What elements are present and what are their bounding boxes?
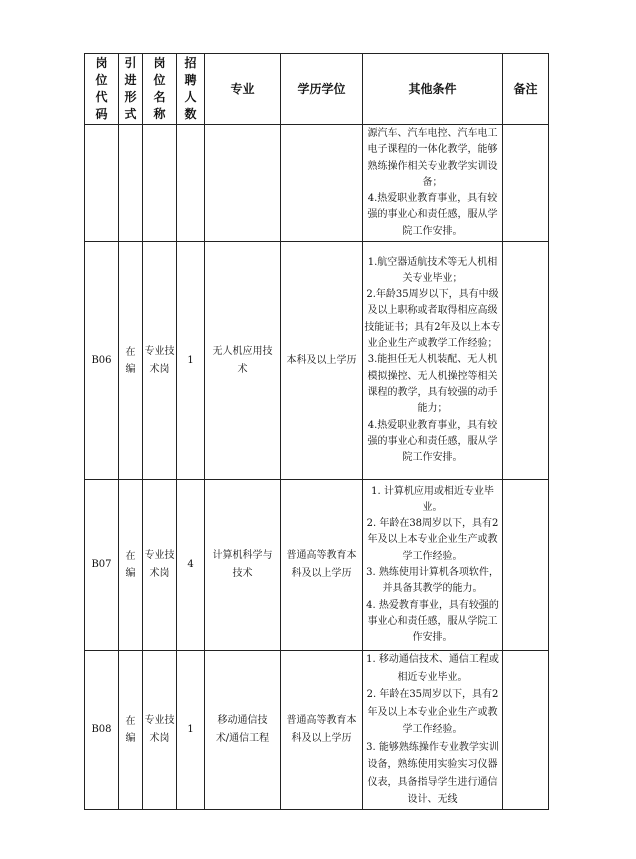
- cell-name: 专业技术岗: [143, 242, 177, 480]
- condition-line: 源汽车、汽车电控、汽车电工电子课程的一体化教学，能够熟练操作相关专业教学实训设备；: [367, 127, 498, 188]
- cell-edu: [281, 125, 363, 242]
- header-form: 引进形式: [119, 54, 143, 125]
- cell-form: [119, 125, 143, 242]
- condition-line: 1.航空器适航技术等无人机相关专业毕业；: [367, 256, 498, 284]
- cell-conditions: [363, 480, 503, 651]
- condition-line: 2. 年龄在38周岁以下，具有2年及以上本专业企业生产或教学工作经验。: [366, 518, 499, 562]
- cell-name: [143, 125, 177, 242]
- cell-edu: 普通高等教育本科及以上学历: [281, 480, 363, 651]
- condition-line: 4.热爱职业教育事业，具有较强的事业心和责任感，服从学院工作安排。: [367, 419, 498, 464]
- condition-line: 1. 移动通信技术、通信工程或相近专业毕业。: [366, 654, 499, 683]
- condition-line: 3. 能够熟练操作专业教学实训设备，熟练使用实验实习仪器仪表，具备指导学生进行通信设计、无线: [366, 741, 499, 805]
- cell-major: 计算机科学与技术: [205, 480, 281, 651]
- cell-count: 1: [177, 242, 205, 480]
- header-code: 岗位代码: [85, 54, 119, 125]
- cell-edu: 普通高等教育本科及以上学历: [281, 651, 363, 810]
- cell-code: [85, 125, 119, 242]
- cell-edu: 本科及以上学历: [281, 242, 363, 480]
- condition-line: 4.热爱职业教育事业，具有较强的事业心和责任感，服从学院工作安排。: [367, 193, 498, 237]
- cell-note: [503, 480, 549, 651]
- cell-name: 专业技术岗: [143, 651, 177, 810]
- recruitment-table: [84, 53, 549, 810]
- cell-form: 在编: [119, 480, 143, 651]
- header-other: 其他条件: [363, 54, 503, 125]
- cell-conditions: [363, 242, 503, 480]
- cell-conditions: [363, 125, 503, 242]
- table-row: [85, 242, 549, 480]
- cell-form: 在编: [119, 651, 143, 810]
- header-name: 岗位名称: [143, 54, 177, 125]
- table-row: [85, 480, 549, 651]
- cell-count: 1: [177, 651, 205, 810]
- cell-major: [205, 125, 281, 242]
- cell-code: B08: [85, 651, 119, 810]
- cell-major: 移动通信技术/通信工程: [205, 651, 281, 810]
- header-major: 专业: [205, 54, 281, 125]
- header-row: [85, 54, 549, 125]
- cell-code: B07: [85, 480, 119, 651]
- cell-name: 专业技术岗: [143, 480, 177, 651]
- header-note: 备注: [503, 54, 549, 125]
- cell-note: [503, 125, 549, 242]
- cell-form: 在编: [119, 242, 143, 480]
- condition-line: 3. 熟练使用计算机各项软件，并具备其教学的能力。: [366, 567, 499, 595]
- cell-count: 4: [177, 480, 205, 651]
- table-row: [85, 651, 549, 810]
- cell-note: [503, 651, 549, 810]
- condition-line: 1. 计算机应用或相近专业毕业。: [371, 485, 494, 513]
- cell-conditions: [363, 651, 503, 810]
- condition-line: 3.能担任无人机装配、无人机模拟操控、无人机操控等相关课程的教学，具有较强的动手能力；: [367, 354, 498, 415]
- cell-count: [177, 125, 205, 242]
- table-row: [85, 125, 549, 242]
- condition-line: 4. 热爱教育事业，具有较强的事业心和责任感，服从学院工作安排。: [366, 599, 499, 644]
- header-count: 招聘人数: [177, 54, 205, 125]
- header-edu: 学历学位: [281, 54, 363, 125]
- cell-code: B06: [85, 242, 119, 480]
- cell-note: [503, 242, 549, 480]
- condition-line: 2.年龄35周岁以下，具有中级及以上职称或者取得相应高级技能证书；具有2年及以上本专业企业生产或教学工作经验；: [364, 289, 501, 350]
- condition-line: 2. 年龄在35周岁以下，具有2年及以上本专业企业生产或教学工作经验。: [366, 689, 499, 735]
- cell-major: 无人机应用技术: [205, 242, 281, 480]
